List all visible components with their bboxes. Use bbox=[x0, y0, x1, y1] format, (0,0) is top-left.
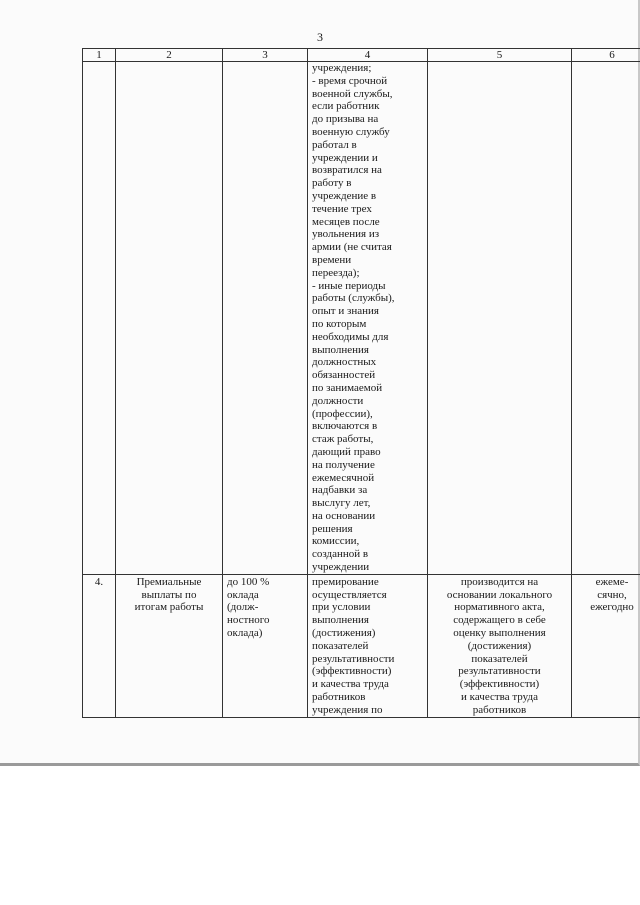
text-line: обязанностей bbox=[312, 369, 376, 382]
text-line: (достижения) bbox=[312, 627, 376, 640]
text-line: оклада bbox=[227, 588, 259, 601]
column-header: 4 bbox=[308, 49, 428, 62]
text-line: выполнения bbox=[312, 343, 369, 356]
text-line: итогам работы bbox=[134, 601, 204, 614]
column-header: 3 bbox=[223, 49, 308, 62]
text-line: (эффективности) bbox=[459, 678, 540, 691]
text-line: времени bbox=[312, 253, 352, 266]
text-line: включаются в bbox=[312, 420, 378, 433]
payment-name-cell bbox=[116, 574, 223, 717]
text-line: надбавки за bbox=[312, 484, 368, 497]
text-line: комиссии, bbox=[312, 535, 360, 548]
text-line: учреждения по bbox=[312, 703, 383, 716]
text-line: результативности bbox=[312, 652, 395, 665]
text-line: содержащего в себе bbox=[453, 614, 546, 627]
text-line: показателей bbox=[471, 652, 528, 665]
text-line: работников bbox=[312, 691, 366, 704]
text-line: ежеме- bbox=[595, 575, 629, 588]
text-line: результативности bbox=[458, 665, 541, 678]
column-header: 2 bbox=[116, 49, 223, 62]
text-line: показателей bbox=[312, 639, 369, 652]
text-line: ежемесячной bbox=[312, 471, 375, 484]
text-line: дающий право bbox=[312, 445, 381, 458]
seniority-periods-cell bbox=[308, 62, 428, 575]
text-line: возвратился на bbox=[312, 164, 382, 177]
text-line: оклада) bbox=[227, 627, 263, 640]
text-line: работу в bbox=[312, 177, 352, 190]
text-line: работников bbox=[472, 703, 527, 716]
payments-table bbox=[82, 48, 640, 718]
table-cell bbox=[83, 62, 116, 575]
text-line: при условии bbox=[312, 601, 371, 614]
text-line: работал в bbox=[312, 138, 357, 151]
page-number: 3 bbox=[317, 30, 323, 44]
text-line: военной службы, bbox=[312, 87, 393, 100]
table-cell bbox=[223, 62, 308, 575]
text-line: должности bbox=[312, 394, 364, 407]
text-line: на получение bbox=[312, 458, 375, 471]
table-cell bbox=[428, 62, 572, 575]
column-header: 5 bbox=[428, 49, 572, 62]
text-line: месяцев после bbox=[312, 215, 380, 228]
text-line: необходимы для bbox=[312, 330, 389, 343]
payment-frequency-cell bbox=[572, 574, 640, 717]
text-line: (долж- bbox=[227, 601, 259, 614]
table-cell bbox=[572, 62, 640, 575]
text-line: ежегодно bbox=[590, 601, 634, 614]
text-line: осуществляется bbox=[312, 588, 387, 601]
text-line: если работник bbox=[312, 100, 380, 113]
text-line: работы (службы), bbox=[312, 292, 395, 305]
text-line: основании локального bbox=[446, 588, 553, 601]
text-line: и качества труда bbox=[461, 691, 538, 704]
row-number-cell: 4. bbox=[83, 574, 116, 717]
text-line: учреждение в bbox=[312, 189, 377, 202]
text-line: учреждении и bbox=[312, 151, 378, 164]
text-line: ностного bbox=[227, 614, 270, 627]
text-line: стаж работы, bbox=[312, 433, 374, 446]
table-cell bbox=[116, 62, 223, 575]
text-line: армии (не считая bbox=[312, 241, 392, 254]
column-header: 6 bbox=[572, 49, 640, 62]
text-line: учреждения; bbox=[312, 62, 372, 74]
text-line: (достижения) bbox=[467, 639, 532, 652]
text-line: увольнения из bbox=[312, 228, 380, 241]
text-line: Премиальные bbox=[136, 575, 202, 588]
text-line: оценку выполнения bbox=[453, 627, 546, 640]
text-line: переезда); bbox=[312, 266, 360, 279]
text-line: до призыва на bbox=[312, 113, 379, 126]
text-line: - время срочной bbox=[312, 74, 388, 87]
text-line: и качества труда bbox=[312, 678, 389, 691]
column-header: 1 bbox=[83, 49, 116, 62]
text-line: до 100 % bbox=[227, 575, 270, 588]
text-line: решения bbox=[312, 522, 353, 535]
text-line: военную службу bbox=[312, 125, 390, 138]
text-line: (эффективности) bbox=[312, 665, 392, 678]
column-header-row bbox=[83, 49, 640, 62]
payment-amount-cell bbox=[223, 574, 308, 717]
text-line: выслугу лет, bbox=[312, 497, 371, 510]
text-line: по которым bbox=[312, 317, 367, 330]
text-line: выполнения bbox=[312, 614, 369, 627]
text-line: нормативного акта, bbox=[454, 601, 545, 614]
text-line: опыт и знания bbox=[312, 305, 379, 318]
text-line: течение трех bbox=[312, 202, 372, 215]
table-row bbox=[83, 62, 640, 575]
text-line: производится на bbox=[460, 575, 539, 588]
text-line: должностных bbox=[312, 356, 377, 369]
text-line: выплаты по bbox=[141, 588, 197, 601]
text-line: по занимаемой bbox=[312, 381, 383, 394]
payment-basis-cell bbox=[428, 574, 572, 717]
table-row bbox=[83, 574, 640, 717]
text-line: на основании bbox=[312, 509, 376, 522]
payment-condition-cell bbox=[308, 574, 428, 717]
text-line: премирование bbox=[312, 575, 379, 588]
text-line: созданной в bbox=[312, 548, 369, 561]
text-line: учреждении bbox=[312, 561, 370, 574]
text-line: - иные периоды bbox=[312, 279, 386, 292]
text-line: (профессии), bbox=[312, 407, 373, 420]
text-line: сячно, bbox=[597, 588, 627, 601]
